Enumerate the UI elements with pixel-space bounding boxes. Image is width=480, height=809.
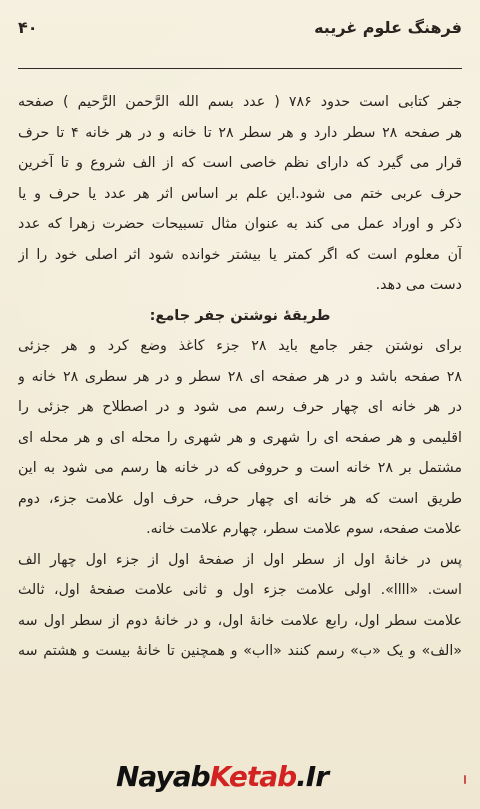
- body-line: علامت سطر اول، رابع علامت خانهٔ اول، و در خانهٔ دوم از سطر اول سه: [18, 612, 462, 629]
- section-heading: طریقهٔ نوشتن جفر جامع:: [149, 307, 331, 324]
- body-line: علامت صفحه، سوم علامت سطر، چهارم علامت خانه.: [146, 521, 462, 537]
- body-line: هر صفحه ۲۸ سطر دارد و هر سطر ۲۸ تا خانه و در هر خانه ۴ تا حرف: [18, 124, 462, 141]
- header-rule: [18, 68, 462, 69]
- page-content: [18, 87, 462, 667]
- body-line: «الف» و یک «ب» رسم کنند «ااب» و همچنین تا خانهٔ بیست و هشتم سه: [18, 643, 462, 659]
- body-line: جفر کتابی است حدود ۷۸۶ ( عدد بسم الله الرَّحمن الرَّحیم ) صفحه: [18, 94, 462, 110]
- page-number: ۴۰: [18, 18, 38, 37]
- body-line: مشتمل بر ۲۸ خانه است و حروفی که در خانه ها رسم می شود به این: [18, 460, 462, 476]
- body-line: حرف عربی ختم می شود.این علم بر اساس اثر هر عدد یا حرف و یا: [18, 185, 462, 202]
- body-line: اقلیمی و هر صفحه ای را شهری و هر شهری را محله ای و هر محله ای: [18, 429, 462, 446]
- running-title: فرهنگ علوم غریبه: [314, 18, 462, 37]
- body-line: ۲۸ صفحه باشد و در هر صفحه ای ۲۸ سطر و در هر سطری ۲۸ خانه و: [18, 368, 462, 385]
- watermark-part-1: Nayab: [116, 760, 210, 793]
- body-line: ذکر و اوراد عمل می کند به عنوان مثال تسبیحات حضرت زهرا که عدد: [18, 216, 462, 232]
- page-header: [18, 18, 462, 42]
- body-line: طریق است که هر خانه ای چهار حرف، حرف اول علامت جزء، دوم: [18, 490, 462, 507]
- body-line: در هر خانه ای چهار حرف رسم می شود و در اصطلاح هر جزئی را: [18, 399, 462, 415]
- body-line: پس در خانهٔ اول از سطر اول از صفحهٔ اول از جزء اول چهار الف: [18, 551, 462, 568]
- body-line: برای نوشتن جفر جامع باید ۲۸ جزء کاغذ وضع کرد و هر جزئی: [18, 338, 462, 354]
- body-line: دست می دهد.: [375, 277, 462, 293]
- watermark: [116, 760, 328, 793]
- body-line: آن معلوم است که اگر کمتر یا بیشتر خوانده شود اثر اصلی خود را از: [18, 246, 462, 263]
- watermark-part-2: Ketab: [209, 760, 297, 793]
- watermark-part-3: .Ir: [296, 760, 329, 793]
- body-line: قرار می گیرد که دارای نظم خاصی است که از الف شروع و تا آخرین: [18, 155, 462, 171]
- body-line: است. «اااا». اولی علامت جزء اول و ثانی علامت صفحهٔ اول، ثالث: [18, 582, 462, 598]
- paper-mark: [464, 775, 466, 784]
